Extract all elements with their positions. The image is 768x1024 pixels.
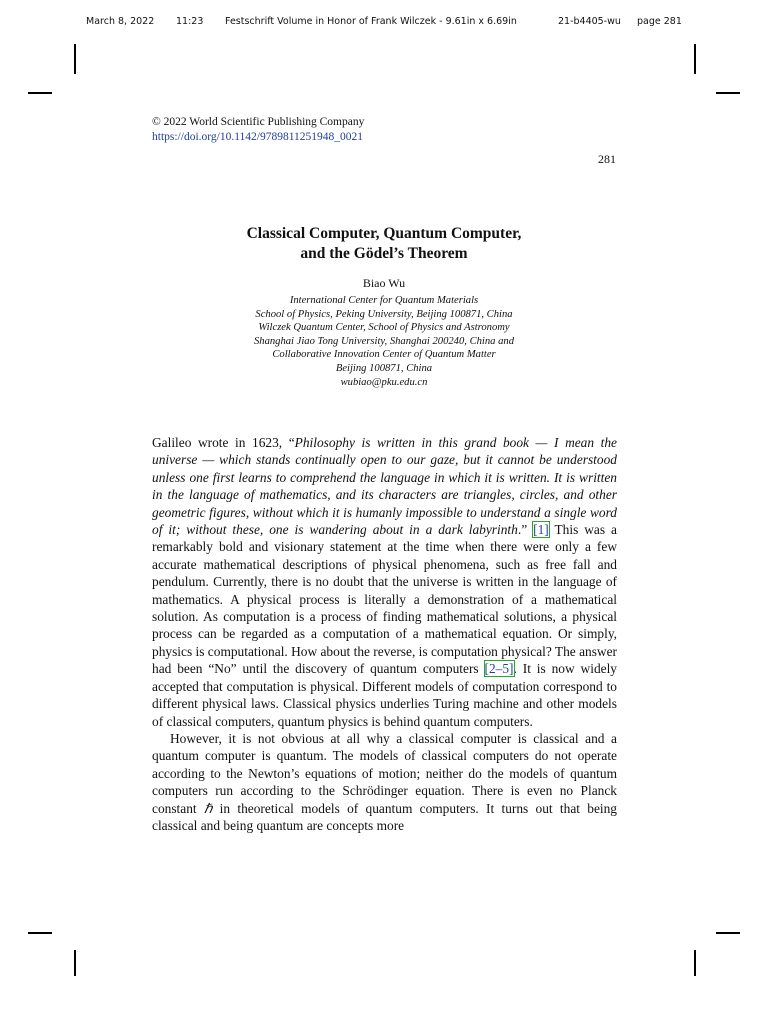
p1-end: . It is now widely accepted that computation is physical. Different models of computation correspond to different physical laws. Classical physics underlies Turing machine and other models of classical computers, quantum physics is behind quantum computers. — [152, 661, 617, 729]
body-text — [152, 434, 617, 834]
copyright-block — [152, 115, 364, 145]
affiliation-line: Shanghai Jiao Tong University, Shanghai 200240, China and — [253, 335, 515, 347]
paragraph-2 — [152, 730, 617, 834]
header-code: 21-b4405-wu — [558, 16, 621, 27]
affiliation-block — [152, 294, 616, 389]
crop-mark-bottom-left-h — [28, 932, 52, 934]
header-time: 11:23 — [176, 16, 204, 27]
header-date: March 8, 2022 — [86, 16, 155, 27]
crop-mark-bottom-right-h — [716, 932, 740, 934]
doi-link[interactable]: https://doi.org/10.1142/9789811251948_0021 — [152, 131, 364, 143]
affiliation-line: International Center for Quantum Materials — [289, 295, 479, 306]
running-header — [0, 16, 768, 30]
p2-text-b: in theoretical models of quantum computers. It turns out that being classical and being quantum are concepts more — [152, 800, 618, 833]
p2-text-a: However, it is not obvious at all why a classical computer is classical and a quantum computer is quantum. The models of classical computers do not operate according to the Newton’s equations of motion; neither do the models of quantum computers run according to the Schrödinger equation. There is even no Planck constant — [152, 730, 617, 816]
crop-mark-top-right-h — [716, 92, 740, 94]
author-email[interactable]: wubiao@pku.edu.cn — [340, 376, 428, 388]
header-volume: Festschrift Volume in Honor of Frank Wilczek - 9.61in x 6.69in — [225, 16, 517, 27]
paragraph-1 — [152, 434, 617, 730]
crop-mark-top-right — [694, 44, 696, 74]
crop-mark-bottom-right — [694, 950, 696, 976]
crop-mark-bottom-left — [74, 950, 76, 976]
crop-mark-top-left — [74, 44, 76, 74]
planck-symbol: ℏ — [203, 800, 213, 816]
citation-1-link[interactable]: [1] — [533, 522, 549, 538]
page-number: 281 — [598, 152, 616, 166]
affiliation-line: Wilczek Quantum Center, School of Physics and Astronomy — [258, 322, 510, 334]
galileo-quote: Philosophy is written in this grand book — I mean the universe — which stands continually open to our gaze, but it cannot be understood unless one first learns to comprehend the language in which it is written. It is written in the language of mathematics, and its characters are triangles, circles, and other geometric figures, without which it is humanly impossible to understand a single word of it; without these, one is wandering about in a dark labyrinth — [152, 435, 617, 538]
crop-mark-top-left-h — [28, 92, 52, 94]
title-line-2: and the Gödel’s Theorem — [300, 245, 468, 262]
header-page: page 281 — [637, 16, 682, 27]
p1-close: .” — [517, 522, 534, 538]
p1-middle: This was a remarkably bold and visionary statement at the time when there were only a few accurate mathematical descriptions of physical phenomena, such as free fall and pendulum. Currently, there is no doubt that the universe is written in the language of mathematics. A physical process is literally a demonstration of a mathematical solution. As computation is a process of finding mathematical solutions, a physical process can be regarded as a computation of a mathematical equation. Or simply, physics is computational. How about the reverse, is computation physical? The answer had been “No” until the discovery of quantum computers — [152, 522, 617, 677]
affiliation-line: Beijing 100871, China — [335, 362, 433, 374]
paper-title — [152, 224, 616, 264]
copyright-line: © 2022 World Scientific Publishing Company — [152, 116, 365, 128]
author-name: Biao Wu — [362, 276, 406, 290]
citation-2-5-link[interactable]: [2–5] — [484, 661, 514, 677]
title-line-1: Classical Computer, Quantum Computer, — [246, 225, 522, 242]
affiliation-line: Collaborative Innovation Center of Quantum Matter — [272, 349, 496, 361]
p1-lead: Galileo wrote in 1623, “ — [152, 435, 295, 450]
affiliation-line: School of Physics, Peking University, Beijing 100871, China — [255, 308, 513, 320]
